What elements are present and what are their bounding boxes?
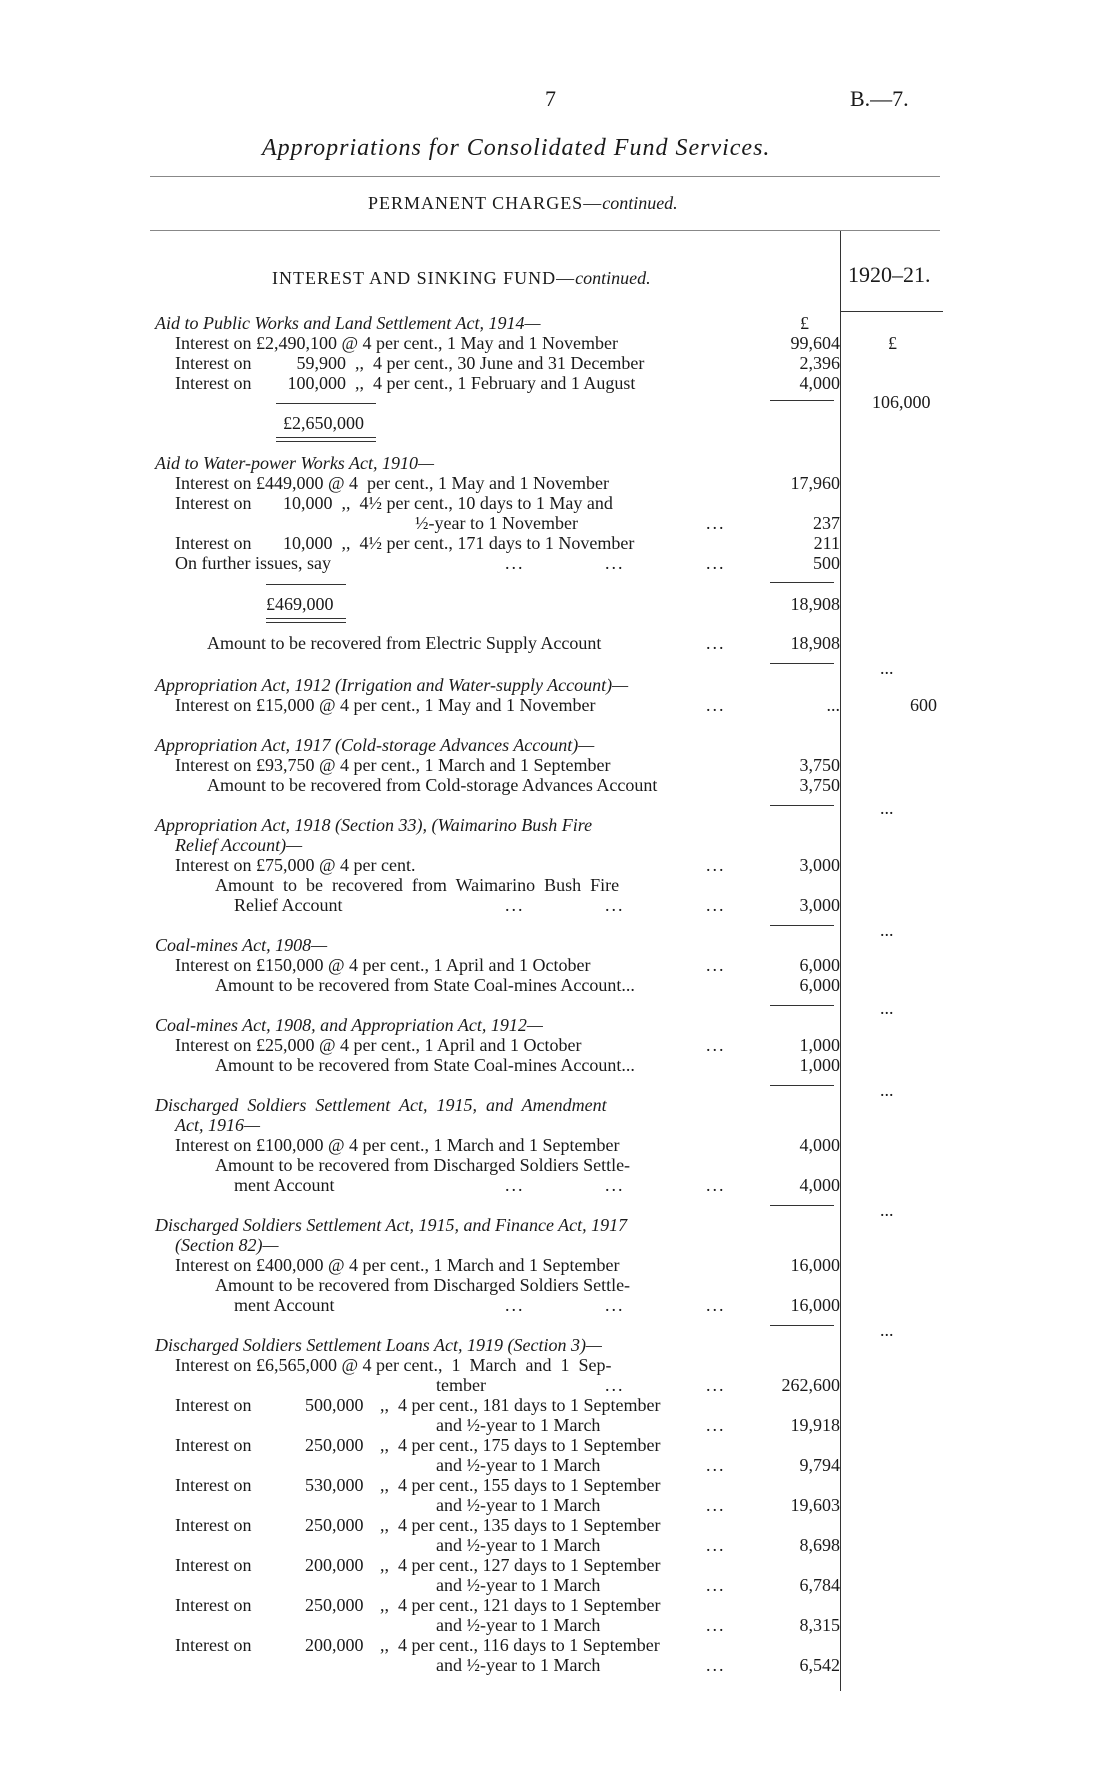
s9-row-1: Interest on £400,000 @ 4 per cent., 1 March and 1 September: [175, 1255, 620, 1275]
s10-row-text-a: ,, 4 per cent., 116 days to 1 September: [380, 1635, 660, 1655]
s5-row-2-leaders-3: ...: [706, 895, 726, 915]
s10-row-text-b: and ½-year to 1 March: [436, 1615, 601, 1635]
s9-row-2b: ment Account: [234, 1295, 335, 1315]
s10-first-a: Interest on £6,565,000 @ 4 per cent., 1 March and 1 Sep-: [175, 1355, 612, 1375]
s10-row-label: Interest on: [175, 1555, 252, 1575]
s5-row-2b: Relief Account: [234, 895, 343, 915]
s4-row-2: Amount to be recovered from Cold-storage Advances Account: [207, 775, 658, 795]
s10-row-text-a: ,, 4 per cent., 127 days to 1 September: [380, 1555, 661, 1575]
s7-row-2: Amount to be recovered from State Coal-mines Account...: [215, 1055, 635, 1075]
s5-amount-1: 3,000: [799, 855, 840, 875]
s8-row-2-leaders-2: ...: [605, 1175, 625, 1195]
s10-row-principal: 200,000: [305, 1635, 364, 1655]
s3-row-1: Interest on £15,000 @ 4 per cent., 1 May and 1 November: [175, 695, 596, 715]
s8-amount-2: 4,000: [799, 1175, 840, 1195]
s2-row-1: Interest on £449,000 @ 4 per cent., 1 May and 1 November: [175, 473, 609, 493]
s8-row-2-leaders-3: ...: [706, 1175, 726, 1195]
s10-first-leaders-1: ...: [605, 1375, 625, 1395]
s9-amount-1: 16,000: [790, 1255, 840, 1275]
s5-row-2-leaders-2: ...: [605, 895, 625, 915]
s1-amount-2: 2,396: [799, 353, 840, 373]
s2-principal: £469,000: [266, 594, 334, 614]
s4-total: ...: [880, 798, 894, 818]
s5-title-1: Appropriation Act, 1918 (Section 33), (Waimarino Bush Fire: [155, 815, 593, 835]
s1-row-1: Interest on £2,490,100 @ 4 per cent., 1 May and 1 November: [175, 333, 618, 353]
s4-title: Appropriation Act, 1917 (Cold-storage Advances Account)—: [155, 735, 595, 755]
s10-row-principal: 500,000: [305, 1395, 364, 1415]
s5-total: ...: [880, 920, 894, 940]
s6-amount-2: 6,000: [799, 975, 840, 995]
s10-row-label: Interest on: [175, 1595, 252, 1615]
s2-row-2a: Interest on 10,000 ,, 4½ per cent., 10 days to 1 May and: [175, 493, 613, 513]
s2-end-rule: [770, 663, 834, 664]
s4-amount-1: 3,750: [799, 755, 840, 775]
s10-row-amount: 9,794: [799, 1455, 840, 1475]
s10-row-amount: 6,542: [799, 1655, 840, 1675]
s2-row-4: On further issues, say: [175, 553, 331, 573]
s10-row-principal: 250,000: [305, 1435, 364, 1455]
s10-row-leaders: ...: [706, 1535, 726, 1555]
pound-sign-mid: £: [800, 313, 809, 333]
s8-row-2-leaders-1: ...: [505, 1175, 525, 1195]
s2-amount-2: 237: [813, 513, 840, 533]
s1-title: Aid to Public Works and Land Settlement Act, 1914—: [155, 313, 541, 333]
s2-row-4-leaders-2: ...: [605, 553, 625, 573]
page-number: 7: [545, 86, 556, 111]
s9-row-2-leaders-2: ...: [605, 1295, 625, 1315]
s2-total: ...: [880, 658, 894, 678]
s3-row-1-leaders: ...: [706, 695, 726, 715]
s10-row-label: Interest on: [175, 1475, 252, 1495]
s10-row-leaders: ...: [706, 1455, 726, 1475]
s10-row-text-b: and ½-year to 1 March: [436, 1415, 601, 1435]
s2-subtotal: 18,908: [790, 594, 840, 614]
s2-row-2-leaders: ...: [706, 513, 726, 533]
s8-end-rule: [770, 1205, 834, 1206]
s10-row-text-a: ,, 4 per cent., 155 days to 1 September: [380, 1475, 661, 1495]
header-rule: [150, 176, 940, 177]
s2-recover: Amount to be recovered from Electric Supply Account: [207, 633, 602, 653]
s7-amount-1: 1,000: [799, 1035, 840, 1055]
s10-row-leaders: ...: [706, 1415, 726, 1435]
s2-row-3: Interest on 10,000 ,, 4½ per cent., 171 days to 1 November: [175, 533, 635, 553]
s9-row-2-leaders-1: ...: [505, 1295, 525, 1315]
s1-row-2: Interest on 59,900 ,, 4 per cent., 30 June and 31 December: [175, 353, 645, 373]
s1-principal: £2,650,000: [283, 413, 364, 433]
s6-title: Coal-mines Act, 1908—: [155, 935, 328, 955]
s5-amount-2: 3,000: [799, 895, 840, 915]
s5-row-1: Interest on £75,000 @ 4 per cent.: [175, 855, 416, 875]
s2-principal-double-rule: [266, 618, 346, 623]
s9-title-1: Discharged Soldiers Settlement Act, 1915, and Finance Act, 1917: [155, 1215, 628, 1235]
s10-row-amount: 8,698: [799, 1535, 840, 1555]
s8-title-2: Act, 1916—: [175, 1115, 260, 1135]
s7-row-1: Interest on £25,000 @ 4 per cent., 1 April and 1 October: [175, 1035, 582, 1055]
s10-row-text-b: and ½-year to 1 March: [436, 1535, 601, 1555]
s5-row-1-leaders: ...: [706, 855, 726, 875]
s4-row-1: Interest on £93,750 @ 4 per cent., 1 March and 1 September: [175, 755, 611, 775]
s10-row-amount: 8,315: [799, 1615, 840, 1635]
s2-row-4-leaders-1: ...: [505, 553, 525, 573]
s10-row-principal: 530,000: [305, 1475, 364, 1495]
s9-title-2: (Section 82)—: [175, 1235, 279, 1255]
s10-row-principal: 250,000: [305, 1595, 364, 1615]
s8-row-1: Interest on £100,000 @ 4 per cent., 1 March and 1 September: [175, 1135, 620, 1155]
s1-principal-double-rule: [276, 437, 376, 442]
s6-amount-1: 6,000: [799, 955, 840, 975]
section-heading-main: INTEREST AND SINKING FUND—: [272, 268, 576, 288]
s9-end-rule: [770, 1325, 834, 1326]
year-column-divider: [840, 231, 841, 1691]
s5-end-rule: [770, 925, 834, 926]
s10-row-label: Interest on: [175, 1635, 252, 1655]
s2-recover-amount: 18,908: [790, 633, 840, 653]
s10-row-amount: 19,603: [790, 1495, 840, 1515]
s4-amount-2: 3,750: [799, 775, 840, 795]
s10-row-leaders: ...: [706, 1575, 726, 1595]
s2-amount-4: 500: [813, 553, 840, 573]
s2-row-2b: ½-year to 1 November: [415, 513, 578, 533]
s1-amount-1: 99,604: [790, 333, 840, 353]
s10-first-b: tember: [436, 1375, 486, 1395]
subtitle-main: PERMANENT CHARGES—: [368, 193, 603, 213]
s10-row-label: Interest on: [175, 1515, 252, 1535]
s10-row-text-b: and ½-year to 1 March: [436, 1575, 601, 1595]
s9-amount-2: 16,000: [790, 1295, 840, 1315]
subtitle: [368, 193, 678, 214]
page-title: Appropriations for Consolidated Fund Services.: [262, 135, 771, 161]
year-heading: 1920–21.: [848, 262, 931, 287]
s4-end-rule: [770, 805, 834, 806]
s10-row-text-a: ,, 4 per cent., 175 days to 1 September: [380, 1435, 661, 1455]
s9-row-2a: Amount to be recovered from Discharged Soldiers Settle-: [215, 1275, 631, 1295]
s5-row-2-leaders-1: ...: [505, 895, 525, 915]
section-heading: [272, 268, 651, 289]
s7-row-1-leaders: ...: [706, 1035, 726, 1055]
year-heading-rule: [841, 311, 943, 312]
s3-title: Appropriation Act, 1912 (Irrigation and Water-supply Account)—: [155, 675, 629, 695]
section-heading-continued: continued.: [575, 268, 651, 288]
s10-row-leaders: ...: [706, 1655, 726, 1675]
s8-amount-1: 4,000: [799, 1135, 840, 1155]
s8-title-1: Discharged Soldiers Settlement Act, 1915, and Amendment: [155, 1095, 607, 1115]
subtitle-continued: continued.: [602, 193, 678, 213]
s10-title: Discharged Soldiers Settlement Loans Act, 1919 (Section 3)—: [155, 1335, 602, 1355]
s10-row-amount: 19,918: [790, 1415, 840, 1435]
s10-row-principal: 250,000: [305, 1515, 364, 1535]
s6-row-1-leaders: ...: [706, 955, 726, 975]
s8-total: ...: [880, 1200, 894, 1220]
s5-row-2a: Amount to be recovered from Waimarino Bush Fire: [215, 875, 620, 895]
s10-row-label: Interest on: [175, 1395, 252, 1415]
s2-recover-leaders: ...: [706, 633, 726, 653]
s6-row-2: Amount to be recovered from State Coal-mines Account...: [215, 975, 635, 995]
s10-row-principal: 200,000: [305, 1555, 364, 1575]
s2-left-rule: [266, 584, 346, 585]
s1-left-rule: [276, 403, 376, 404]
s10-row-amount: 6,784: [799, 1575, 840, 1595]
s8-row-2a: Amount to be recovered from Discharged Soldiers Settle-: [215, 1155, 631, 1175]
s1-mid-rule: [770, 400, 834, 401]
s10-row-text-b: and ½-year to 1 March: [436, 1455, 601, 1475]
s10-first-amount: 262,600: [781, 1375, 840, 1395]
s7-title: Coal-mines Act, 1908, and Appropriation Act, 1912—: [155, 1015, 543, 1035]
s6-end-rule: [770, 1005, 834, 1006]
s10-first-leaders-2: ...: [706, 1375, 726, 1395]
s10-row-text-b: and ½-year to 1 March: [436, 1655, 601, 1675]
s1-total: 106,000: [872, 392, 931, 412]
s1-amount-3: 4,000: [799, 373, 840, 393]
s10-row-text-a: ,, 4 per cent., 181 days to 1 September: [380, 1395, 661, 1415]
table-top-rule: [150, 230, 940, 231]
pound-sign-right: £: [888, 333, 897, 353]
s7-end-rule: [770, 1085, 834, 1086]
s3-amount-1: ...: [826, 695, 840, 715]
s6-row-1: Interest on £150,000 @ 4 per cent., 1 April and 1 October: [175, 955, 591, 975]
s7-total: ...: [880, 1080, 894, 1100]
s2-amount-3: 211: [813, 533, 840, 553]
s10-row-text-a: ,, 4 per cent., 121 days to 1 September: [380, 1595, 661, 1615]
s6-total: ...: [880, 998, 894, 1018]
s5-title-2: Relief Account)—: [175, 835, 303, 855]
s9-row-2-leaders-3: ...: [706, 1295, 726, 1315]
s3-total: 600: [910, 695, 937, 715]
s10-row-leaders: ...: [706, 1615, 726, 1635]
s10-row-label: Interest on: [175, 1435, 252, 1455]
document-reference: B.—7.: [850, 86, 909, 111]
s10-row-text-b: and ½-year to 1 March: [436, 1495, 601, 1515]
s1-row-3: Interest on 100,000 ,, 4 per cent., 1 February and 1 August: [175, 373, 636, 393]
s7-amount-2: 1,000: [799, 1055, 840, 1075]
s2-mid-rule: [770, 582, 834, 583]
s8-row-2b: ment Account: [234, 1175, 335, 1195]
s10-row-text-a: ,, 4 per cent., 135 days to 1 September: [380, 1515, 661, 1535]
s2-row-4-leaders-3: ...: [706, 553, 726, 573]
s2-amount-1: 17,960: [790, 473, 840, 493]
s9-total: ...: [880, 1320, 894, 1340]
s10-row-leaders: ...: [706, 1495, 726, 1515]
s2-title: Aid to Water-power Works Act, 1910—: [155, 453, 434, 473]
